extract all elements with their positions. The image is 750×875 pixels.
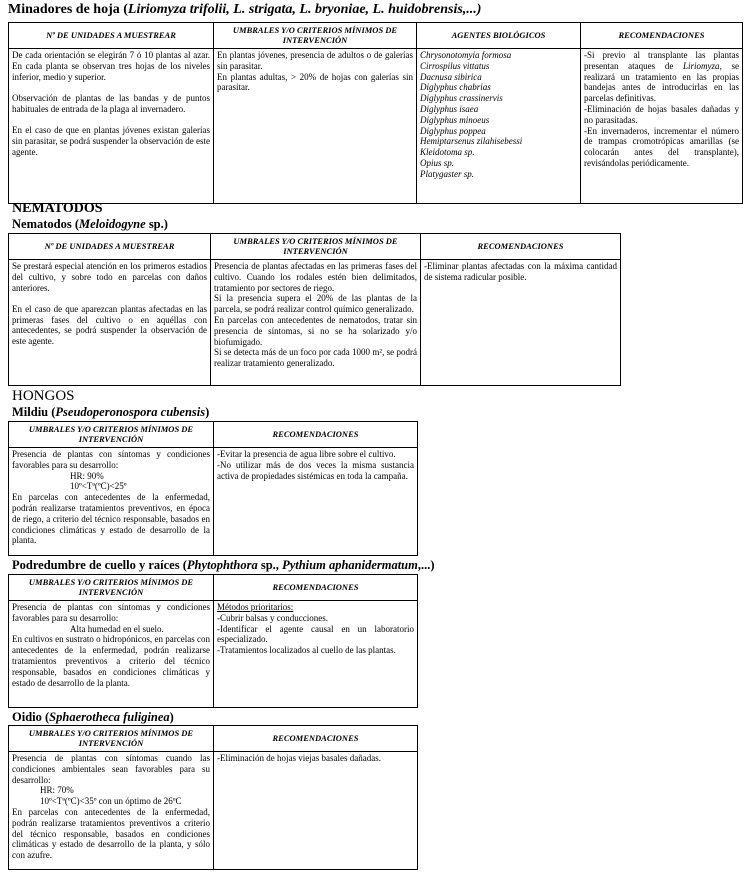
agent-item: Kleidotoma sp. <box>420 147 475 158</box>
header-unidades: Nº DE UNIDADES A MUESTREAR <box>9 234 211 260</box>
podredumbre-umbrales-cell: Presencia de plantas con síntomas y condiciones favorables para su desarrollo: Alta humedad en el suelo. En cultivos en sustrato o hidropónicos, en parcelas con antecedentes de la enfermedad, podrán realizarse tratamientos preventivos a criterio del técnico responsable, basados en condiciones climáticas y estado de desarrollo de la planta. <box>9 601 214 708</box>
header-recomendaciones: RECOMENDACIONES <box>214 422 418 448</box>
podredumbre-recomendaciones-cell: Métodos prioritarios: -Cubrir balsas y conducciones. -Identificar el agente causal en un laboratorio especializado. -Tratamientos localizados al cuello de las plantas. <box>214 601 418 708</box>
nematodos-umbrales-cell: Presencia de plantas afectadas en las primeras fases del cultivo. Cuando los rodales estén bien delimitados, tratamiento por sectores de riego. Si la presencia supera el 20% de las plantas de la parcela, se podrá realizar control químico generalizado. En parcelas con antecedentes de nematodos, tratar sin presencia de síntomas, si no se ha solarizado y/o biofumigado. Si se detecta más de un foco por cada 1000 m², se podrá realizar tratamiento generalizado. <box>211 260 421 386</box>
podredumbre-title: Podredumbre de cuello y raíces (Phytophthora sp., Pythium aphanidermatum,...) <box>12 558 435 572</box>
header-umbrales: UMBRALES Y/O CRITERIOS MÍNIMOS DE INTERVENCIÓN <box>9 575 214 601</box>
agent-item: Diglyphus isaea <box>420 103 479 114</box>
minadores-agentes-cell <box>417 49 581 204</box>
agent-item: Hemiptarsenus zilahisebessi <box>420 136 523 147</box>
agent-item: Diglyphus crassinervis <box>420 93 503 104</box>
nematodos-unidades-cell: Se prestará especial atención en los primeros estadios del cultivo, y sobre todo en parcelas con daños anteriores. En el caso de que aparezcan plantas afectadas en las primeras fases del cultivo o en aquéllas con antecedentes, se podrá suspender la observación de este agente. <box>9 260 211 386</box>
nematodos-recomendaciones-cell: -Eliminar plantas afectadas con la máxima cantidad de sistema radicular posible. <box>421 260 621 386</box>
minadores-table <box>8 22 743 204</box>
agent-item: Diglyphus minoeus <box>420 114 490 125</box>
header-recomendaciones: RECOMENDACIONES <box>421 234 621 260</box>
agent-item: Diglyphus poppea <box>420 125 486 136</box>
oidio-title: Oidio (Sphaerotheca fuliginea) <box>12 710 174 724</box>
agent-item: Cirrospilus vittatus <box>420 60 490 71</box>
nematodos-section-heading: NEMATODOS <box>12 201 103 216</box>
oidio-table <box>8 725 418 870</box>
oidio-recomendaciones-cell: -Eliminación de hojas viejas basales dañadas. <box>214 752 418 870</box>
minadores-umbrales-cell: En plantas jóvenes, presencia de adultos o de galerías sin parasitar. En plantas adultas, > 20% de hojas con galerías sin parasitar. <box>214 49 417 204</box>
header-umbrales: UMBRALES Y/O CRITERIOS MÍNIMOS DE INTERVENCIÓN <box>9 422 214 448</box>
header-unidades: Nº DE UNIDADES A MUESTREAR <box>9 23 214 49</box>
header-umbrales: UMBRALES Y/O CRITERIOS MÍNIMOS DE INTERVENCIÓN <box>211 234 421 260</box>
mildiu-recomendaciones-cell: -Evitar la presencia de agua libre sobre el cultivo. -No utilizar más de dos veces la misma sustancia activa de propiedades sistémicas en toda la campaña. <box>214 448 418 556</box>
header-recomendaciones: RECOMENDACIONES <box>581 23 743 49</box>
agent-item: Dacnusa sibirica <box>420 71 482 82</box>
nematodos-table <box>8 233 621 386</box>
header-recomendaciones: RECOMENDACIONES <box>214 575 418 601</box>
agent-item: Diglyphus chabrias <box>420 82 491 93</box>
header-umbrales: UMBRALES Y/O CRITERIOS MÍNIMOS DE INTERVENCIÓN <box>214 23 417 49</box>
header-recomendaciones: RECOMENDACIONES <box>214 726 418 752</box>
minadores-recomendaciones-cell: -Si previo al transplante las plantas presentan ataques de Liriomyza, se realizará un tratamiento en las propias bandejas antes de introducirlas en las parcelas definitivas. -Eliminación de hojas basales dañadas y no parasitadas. -En invernaderos, incrementar el número de trampas cromotrópicas amarillas (se colocarán antes del transplante), revisándolas periódicamente. <box>581 49 743 204</box>
minadores-title: Minadores de hoja (Liriomyza trifolii, L. strigata, L. bryoniae, L. huidobrensis,...) <box>8 2 482 17</box>
header-agentes: AGENTES BIOLÓGICOS <box>417 23 581 49</box>
agent-item: Opius sp. <box>420 157 455 168</box>
hongos-section-heading: HONGOS <box>12 388 75 404</box>
minadores-unidades-cell: De cada orientación se elegirán 7 ó 10 plantas al azar. En cada planta se observan tres hojas de los niveles inferior, medio y superior. Observación de plantas de las bandas y de puntos habituales de entrada de la plaga al invernadero. En el caso de que en plantas jóvenes existan galerías sin parasitar, se podrá suspender la observación de este agente. <box>9 49 214 204</box>
podredumbre-table <box>8 574 418 708</box>
metodos-prioritarios-heading: Métodos prioritarios: <box>217 602 294 612</box>
agent-item: Platygaster sp. <box>420 168 474 179</box>
agent-item: Chrysonotomyia formosa <box>420 50 512 60</box>
mildiu-table <box>8 421 418 556</box>
nematodos-title: Nematodos (Meloidogyne sp.) <box>12 217 168 231</box>
oidio-umbrales-cell: Presencia de plantas con síntomas cuando las condiciones ambientales sean favorables para su desarrollo: HR: 70% 10º<Tª(ºC)<35º con un óptimo de 26ºC En parcelas con antecedentes de la enfermedad, podrán realizarse tratamientos preventivos a criterio del técnico responsable, basados en condiciones climáticas y estado de desarrollo de la planta, y sólo con azufre. <box>9 752 214 870</box>
mildiu-title: Mildiu (Pseudoperonospora cubensis) <box>12 405 210 419</box>
mildiu-umbrales-cell: Presencia de plantas con síntomas y condiciones favorables para su desarrollo: HR: 90% 10º<Tª(ºC)<25º En parcelas con antecedentes de la enfermedad, podrán realizarse tratamientos preventivos, en época de riego, a criterio del técnico responsable, basados en condiciones climáticas y estado de desarrollo de la planta. <box>9 448 214 556</box>
header-umbrales: UMBRALES Y/O CRITERIOS MÍNIMOS DE INTERVENCIÓN <box>9 726 214 752</box>
